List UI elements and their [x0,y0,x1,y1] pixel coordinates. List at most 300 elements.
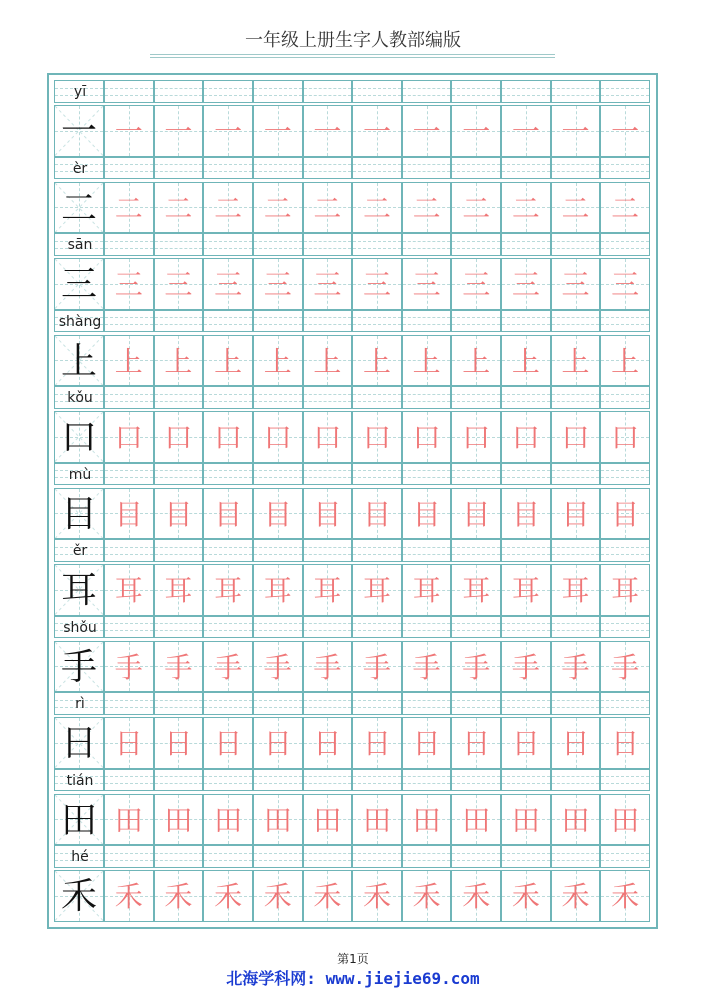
tracing-character: 一 [511,115,540,148]
tracing-cell[interactable] [551,641,601,693]
practice-row [54,80,650,157]
tracing-cell[interactable] [451,258,501,310]
pinyin-cell [551,692,601,715]
tracing-cell[interactable] [104,335,154,387]
pinyin-band [54,310,650,333]
tracing-cell[interactable] [203,717,253,769]
tracing-character: 禾 [263,880,292,913]
practice-row [54,539,650,616]
pinyin-cell [104,769,154,792]
tracing-cell[interactable] [104,258,154,310]
pinyin-cell [501,539,551,562]
pinyin-cell [551,769,601,792]
tracing-character: 口 [412,421,441,454]
pinyin-label: shǒu [63,619,97,636]
tracing-cell[interactable] [501,258,551,310]
tracing-cell[interactable] [451,717,501,769]
pinyin-cell [451,157,501,180]
tracing-character: 禾 [164,880,193,913]
tracing-cell[interactable] [203,335,253,387]
tracing-cell[interactable] [501,870,551,922]
tracing-cell[interactable] [253,258,303,310]
tracing-cell[interactable] [203,641,253,693]
model-character-cell [54,258,104,310]
pinyin-cell [551,80,601,103]
pinyin-label: hé [71,849,89,865]
tracing-cell[interactable] [402,794,452,846]
tracing-character: 目 [164,497,193,531]
pinyin-cell [352,233,402,256]
tracing-cell[interactable] [104,564,154,616]
tracing-cell[interactable] [253,794,303,846]
tracing-cell[interactable] [501,105,551,157]
practice-row [54,310,650,387]
tracing-cell[interactable] [501,182,551,234]
pinyin-band [54,386,650,409]
pinyin-cell [352,769,402,792]
pinyin-cell [600,386,650,409]
pinyin-cell [402,845,452,868]
tracing-cell[interactable] [501,717,551,769]
tracing-cell[interactable] [600,794,650,846]
tracing-character: 一 [611,115,640,148]
tracing-cell[interactable] [551,564,601,616]
tracing-cell[interactable] [154,794,204,846]
model-character-cell [54,488,104,540]
tracing-cell[interactable] [551,488,601,540]
tracing-cell[interactable] [352,870,402,922]
tracing-cell[interactable] [154,105,204,157]
pinyin-cell [154,233,204,256]
tracing-cell[interactable] [600,411,650,463]
tracing-cell[interactable] [203,488,253,540]
tracing-cell[interactable] [154,182,204,234]
tracing-character: 手 [611,650,640,684]
tracing-cell[interactable] [104,794,154,846]
tracing-cell[interactable] [253,335,303,387]
tracing-cell[interactable] [104,641,154,693]
tracing-character: 耳 [313,574,342,607]
tracing-cell[interactable] [352,411,402,463]
tracing-cell[interactable] [551,182,601,234]
tracing-character: 禾 [313,880,342,913]
character-band [54,105,650,157]
tracing-cell[interactable] [203,105,253,157]
tracing-cell[interactable] [501,564,551,616]
tracing-character: 口 [362,421,391,454]
pinyin-cell [600,463,650,486]
pinyin-cell [203,80,253,103]
pinyin-cell [253,233,303,256]
pinyin-cell [451,463,501,486]
tracing-cell[interactable] [253,411,303,463]
pinyin-cell [203,233,253,256]
tracing-character: 手 [263,650,292,684]
tracing-cell[interactable] [352,105,402,157]
tracing-character: 一 [362,115,391,148]
character-band [54,641,650,693]
tracing-cell[interactable] [203,411,253,463]
pinyin-cell [54,386,104,409]
tracing-cell[interactable] [104,717,154,769]
pinyin-cell [451,233,501,256]
tracing-cell[interactable] [253,488,303,540]
tracing-character: 耳 [561,574,590,607]
pinyin-label: shàng [58,313,102,330]
pinyin-cell [402,692,452,715]
tracing-cell[interactable] [154,335,204,387]
tracing-character: 二 [611,191,640,225]
tracing-cell[interactable] [303,641,353,693]
tracing-character: 目 [611,497,640,531]
pinyin-cell [253,463,303,486]
pinyin-cell [203,539,253,562]
tracing-character: 目 [214,497,243,531]
tracing-cell[interactable] [600,258,650,310]
pinyin-cell [303,310,353,333]
pinyin-cell [501,310,551,333]
pinyin-cell [501,233,551,256]
pinyin-cell [402,769,452,792]
tracing-cell[interactable] [253,641,303,693]
tracing-character: 耳 [164,574,193,607]
pinyin-cell [501,769,551,792]
pinyin-cell [203,310,253,333]
page-title: 一年级上册生字人教部编版 [245,30,461,51]
tracing-character: 二 [214,191,243,225]
pinyin-cell [253,769,303,792]
tracing-character: 日 [462,727,491,760]
tracing-character: 田 [362,803,391,837]
pinyin-cell [600,539,650,562]
tracing-character: 耳 [362,574,391,607]
pinyin-band [54,616,650,639]
tracing-character: 田 [462,803,491,837]
pinyin-label: tián [66,772,94,789]
tracing-character: 手 [561,650,590,684]
tracing-cell[interactable] [451,564,501,616]
tracing-cell[interactable] [303,564,353,616]
tracing-cell[interactable] [352,641,402,693]
pinyin-cell [154,463,204,486]
tracing-cell[interactable] [600,870,650,922]
tracing-cell[interactable] [352,488,402,540]
tracing-cell[interactable] [253,717,303,769]
tracing-character: 日 [313,727,342,760]
tracing-cell[interactable] [600,488,650,540]
pinyin-cell [451,845,501,868]
tracing-cell[interactable] [501,794,551,846]
tracing-cell[interactable] [551,870,601,922]
pinyin-cell [203,845,253,868]
tracing-character: 手 [313,650,342,684]
tracing-cell[interactable] [154,641,204,693]
pinyin-cell [154,845,204,868]
tracing-character: 日 [412,727,441,760]
pinyin-cell [54,845,104,868]
pinyin-cell [501,845,551,868]
tracing-character: 口 [164,421,193,454]
pinyin-cell [154,769,204,792]
tracing-cell[interactable] [203,182,253,234]
pinyin-cell [253,310,303,333]
tracing-cell[interactable] [352,258,402,310]
tracing-cell[interactable] [402,258,452,310]
tracing-character: 三 [362,268,391,301]
tracing-character: 一 [313,115,342,148]
pinyin-cell [600,845,650,868]
tracing-cell[interactable] [352,182,402,234]
tracing-cell[interactable] [451,641,501,693]
pinyin-cell [551,845,601,868]
tracing-cell[interactable] [501,641,551,693]
tracing-character: 上 [313,344,342,378]
tracing-cell[interactable] [104,411,154,463]
tracing-character: 耳 [263,574,292,607]
tracing-character: 日 [164,727,193,760]
pinyin-cell [203,386,253,409]
tracing-cell[interactable] [551,105,601,157]
pinyin-band [54,539,650,562]
pinyin-cell [104,463,154,486]
character-band [54,564,650,616]
tracing-character: 日 [114,727,143,760]
tracing-character: 一 [114,115,143,148]
tracing-character: 田 [511,803,540,837]
tracing-cell[interactable] [551,717,601,769]
pinyin-cell [402,616,452,639]
tracing-cell[interactable] [451,870,501,922]
pinyin-cell [451,769,501,792]
tracing-cell[interactable] [303,717,353,769]
pinyin-cell [451,80,501,103]
tracing-cell[interactable] [303,335,353,387]
tracing-cell[interactable] [551,258,601,310]
practice-row [54,157,650,234]
tracing-cell[interactable] [402,564,452,616]
pinyin-cell [402,157,452,180]
tracing-character: 二 [362,191,391,225]
tracing-cell[interactable] [551,335,601,387]
pinyin-cell [104,233,154,256]
tracing-cell[interactable] [104,105,154,157]
tracing-cell[interactable] [253,870,303,922]
pinyin-cell [303,233,353,256]
tracing-cell[interactable] [451,335,501,387]
tracing-cell[interactable] [600,335,650,387]
tracing-cell[interactable] [402,641,452,693]
pinyin-cell [352,845,402,868]
tracing-cell[interactable] [154,488,204,540]
tracing-character: 手 [114,650,143,684]
pinyin-cell [253,80,303,103]
tracing-character: 手 [511,650,540,684]
tracing-cell[interactable] [352,564,402,616]
tracing-cell[interactable] [303,105,353,157]
pinyin-cell [253,845,303,868]
tracing-character: 口 [214,421,243,454]
pinyin-cell [54,157,104,180]
tracing-cell[interactable] [303,411,353,463]
pinyin-cell [203,463,253,486]
pinyin-label: sān [67,237,93,253]
tracing-cell[interactable] [451,105,501,157]
tracing-cell[interactable] [402,411,452,463]
tracing-character: 目 [561,497,590,531]
tracing-cell[interactable] [203,870,253,922]
tracing-character: 日 [214,727,243,760]
tracing-character: 三 [263,268,292,301]
pinyin-cell [253,539,303,562]
model-character: 二 [60,187,97,229]
tracing-cell[interactable] [451,411,501,463]
tracing-cell[interactable] [600,182,650,234]
tracing-cell[interactable] [303,794,353,846]
tracing-character: 日 [561,727,590,760]
tracing-cell[interactable] [104,488,154,540]
pinyin-cell [104,692,154,715]
tracing-cell[interactable] [154,870,204,922]
tracing-character: 二 [561,191,590,225]
tracing-cell[interactable] [600,641,650,693]
tracing-cell[interactable] [253,105,303,157]
pinyin-cell [551,463,601,486]
tracing-cell[interactable] [501,411,551,463]
tracing-character: 禾 [362,880,391,913]
tracing-cell[interactable] [203,794,253,846]
tracing-cell[interactable] [303,488,353,540]
tracing-cell[interactable] [501,488,551,540]
tracing-cell[interactable] [451,488,501,540]
model-character: 日 [60,723,97,764]
pinyin-cell [501,692,551,715]
tracing-cell[interactable] [203,258,253,310]
pinyin-cell [352,692,402,715]
pinyin-cell [54,80,104,103]
tracing-cell[interactable] [253,564,303,616]
pinyin-cell [501,386,551,409]
pinyin-cell [451,692,501,715]
tracing-character: 上 [114,344,143,378]
footer-watermark: 北海学科网: www.jiejie69.com [226,969,480,988]
tracing-character: 禾 [214,880,243,913]
tracing-cell[interactable] [600,105,650,157]
pinyin-label: ěr [72,543,88,559]
pinyin-cell [104,845,154,868]
tracing-character: 上 [561,344,590,378]
tracing-cell[interactable] [551,411,601,463]
tracing-cell[interactable] [253,182,303,234]
character-band [54,717,650,769]
tracing-character: 二 [462,191,491,225]
tracing-character: 一 [164,115,193,148]
tracing-cell[interactable] [154,258,204,310]
tracing-character: 一 [214,115,243,148]
pinyin-label: kǒu [67,390,93,406]
tracing-character: 口 [114,421,143,454]
pinyin-cell [104,80,154,103]
tracing-cell[interactable] [402,105,452,157]
tracing-cell[interactable] [154,564,204,616]
tracing-character: 二 [164,191,193,225]
model-character: 上 [60,340,97,382]
pinyin-band [54,80,650,103]
tracing-cell[interactable] [154,717,204,769]
tracing-character: 耳 [611,574,640,607]
tracing-character: 目 [263,497,292,531]
tracing-cell[interactable] [501,335,551,387]
tracing-character: 口 [561,421,590,454]
tracing-character: 禾 [511,880,540,913]
tracing-cell[interactable] [104,870,154,922]
pinyin-label: mù [68,466,92,483]
pinyin-cell [54,463,104,486]
pinyin-cell [203,692,253,715]
tracing-character: 口 [462,421,491,454]
pinyin-cell [154,539,204,562]
pinyin-cell [104,539,154,562]
pinyin-cell [54,539,104,562]
tracing-character: 一 [412,115,441,148]
pinyin-cell [451,616,501,639]
pinyin-band [54,845,650,868]
tracing-cell[interactable] [352,335,402,387]
tracing-cell[interactable] [303,258,353,310]
pinyin-cell [402,310,452,333]
pinyin-band [54,769,650,792]
tracing-cell[interactable] [154,411,204,463]
tracing-cell[interactable] [402,182,452,234]
tracing-character: 上 [462,344,491,378]
tracing-character: 三 [611,268,640,301]
tracing-character: 三 [561,268,590,301]
tracing-cell[interactable] [402,870,452,922]
tracing-cell[interactable] [352,717,402,769]
model-character-cell [54,641,104,693]
tracing-cell[interactable] [303,870,353,922]
tracing-cell[interactable] [104,182,154,234]
tracing-character: 上 [263,344,292,378]
pinyin-cell [54,692,104,715]
tracing-cell[interactable] [203,564,253,616]
character-band [54,411,650,463]
model-character: 手 [60,646,97,688]
pinyin-cell [600,769,650,792]
model-character: 三 [60,264,97,305]
tracing-cell[interactable] [600,717,650,769]
tracing-cell[interactable] [352,794,402,846]
tracing-cell[interactable] [303,182,353,234]
tracing-cell[interactable] [402,335,452,387]
pinyin-cell [600,616,650,639]
tracing-cell[interactable] [551,794,601,846]
pinyin-cell [352,539,402,562]
tracing-cell[interactable] [402,717,452,769]
tracing-character: 手 [412,650,441,684]
tracing-cell[interactable] [402,488,452,540]
pinyin-cell [501,80,551,103]
pinyin-band [54,233,650,256]
tracing-cell[interactable] [451,794,501,846]
tracing-character: 目 [114,497,143,531]
tracing-character: 上 [214,344,243,378]
tracing-character: 上 [164,344,193,378]
tracing-cell[interactable] [451,182,501,234]
tracing-cell[interactable] [600,564,650,616]
model-character-cell [54,564,104,616]
pinyin-cell [402,539,452,562]
tracing-character: 口 [313,421,342,454]
